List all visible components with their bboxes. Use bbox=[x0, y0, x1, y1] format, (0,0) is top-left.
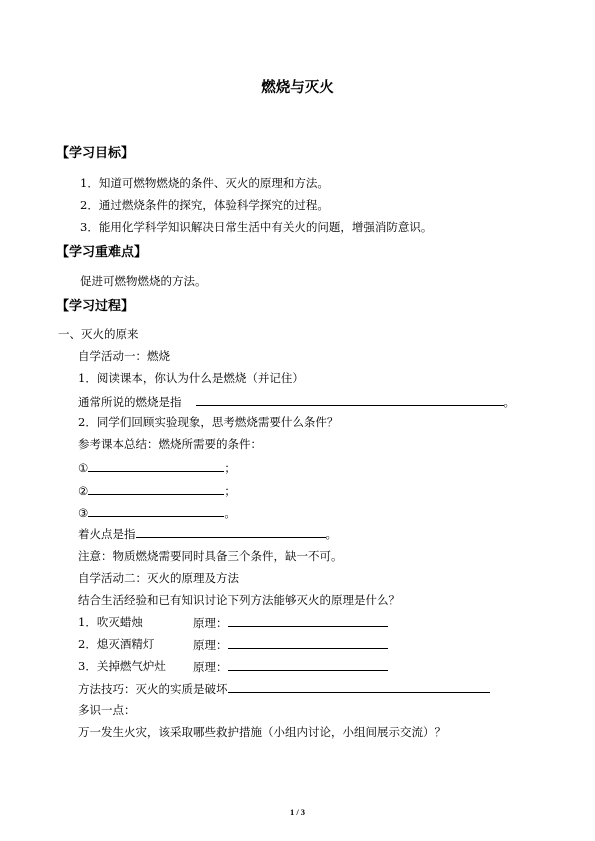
method-principle-2 bbox=[193, 636, 388, 653]
objective-item-2: 2．通过燃烧条件的探究，体验科学探究的过程。 bbox=[80, 198, 329, 212]
method-tip-label: 方法技巧：灭火的实质是破坏 bbox=[78, 682, 228, 696]
combine-question: 结合生活经验和已有知识讨论下列方法能够灭火的原理是什么？ bbox=[78, 593, 400, 607]
method-label-2: 2．熄灭酒精灯 bbox=[78, 637, 155, 651]
circled-number-2: ② bbox=[78, 484, 89, 498]
ignition-point-line bbox=[78, 525, 337, 542]
condition-blank-1[interactable] bbox=[88, 459, 224, 472]
principle-blank-1[interactable] bbox=[228, 614, 388, 627]
section-heading-keypoints: 【学习重难点】 bbox=[56, 245, 148, 260]
semicolon: ； bbox=[224, 484, 236, 498]
circled-number-1: ① bbox=[78, 461, 89, 475]
activity2-label: 自学活动二：灭火的原理及方法 bbox=[78, 571, 239, 585]
section-heading-process: 【学习过程】 bbox=[56, 299, 135, 314]
ignition-point-label: 着火点是指 bbox=[78, 527, 136, 541]
condition-blank-2[interactable] bbox=[88, 482, 224, 495]
period: 。 bbox=[224, 506, 236, 520]
summary-label: 参考课本总结：燃烧所需要的条件： bbox=[78, 437, 262, 451]
fire-question: 万一发生火灾，该采取哪些救护措施（小组内讨论，小组间展示交流）？ bbox=[78, 725, 446, 739]
objective-item-1: 1．知道可燃物燃烧的条件、灭火的原理和方法。 bbox=[80, 176, 329, 190]
condition-line-1 bbox=[78, 459, 236, 476]
objective-item-3: 3．能用化学科学知识解决日常生活中有关火的问题，增强消防意识。 bbox=[80, 220, 433, 234]
principle-blank-2[interactable] bbox=[228, 636, 388, 649]
more-knowledge-label: 多识一点： bbox=[78, 703, 136, 717]
period: 。 bbox=[503, 395, 515, 409]
part1-heading: 一、灭火的原来 bbox=[58, 327, 139, 341]
method-principle-3 bbox=[193, 658, 388, 675]
burning-definition-blank[interactable] bbox=[196, 393, 504, 406]
burning-definition-line bbox=[78, 393, 515, 410]
method-principle-1 bbox=[193, 614, 388, 631]
method-tip-line bbox=[78, 680, 490, 697]
method-label-3: 3．关掉燃气炉灶 bbox=[78, 659, 166, 673]
question-1: 1．阅读课本，你认为什么是燃烧（并记住） bbox=[78, 371, 304, 385]
activity1-label: 自学活动一：燃烧 bbox=[78, 349, 170, 363]
ignition-point-blank[interactable] bbox=[136, 525, 326, 538]
condition-line-3 bbox=[78, 504, 236, 521]
condition-line-2 bbox=[78, 482, 236, 499]
principle-label: 原理： bbox=[193, 638, 228, 652]
principle-label: 原理： bbox=[193, 616, 228, 630]
principle-label: 原理： bbox=[193, 660, 228, 674]
section-heading-objectives: 【学习目标】 bbox=[56, 146, 135, 161]
page-number: 1 / 3 bbox=[289, 807, 306, 817]
semicolon: ； bbox=[224, 461, 236, 475]
burning-definition-label: 通常所说的燃烧是指 bbox=[78, 395, 182, 409]
question-2: 2．同学们回顾实验现象，思考燃烧需要什么条件？ bbox=[78, 415, 339, 429]
keypoint-text: 促进可燃物燃烧的方法。 bbox=[80, 274, 207, 288]
period: 。 bbox=[325, 527, 337, 541]
principle-blank-3[interactable] bbox=[228, 658, 388, 671]
page-title: 燃烧与灭火 bbox=[261, 80, 334, 96]
method-label-1: 1．吹灭蜡烛 bbox=[78, 615, 143, 629]
method-tip-blank[interactable] bbox=[228, 680, 490, 693]
condition-blank-3[interactable] bbox=[88, 504, 224, 517]
note-text: 注意：物质燃烧需要同时具备三个条件，缺一不可。 bbox=[78, 549, 343, 563]
circled-number-3: ③ bbox=[78, 506, 89, 520]
